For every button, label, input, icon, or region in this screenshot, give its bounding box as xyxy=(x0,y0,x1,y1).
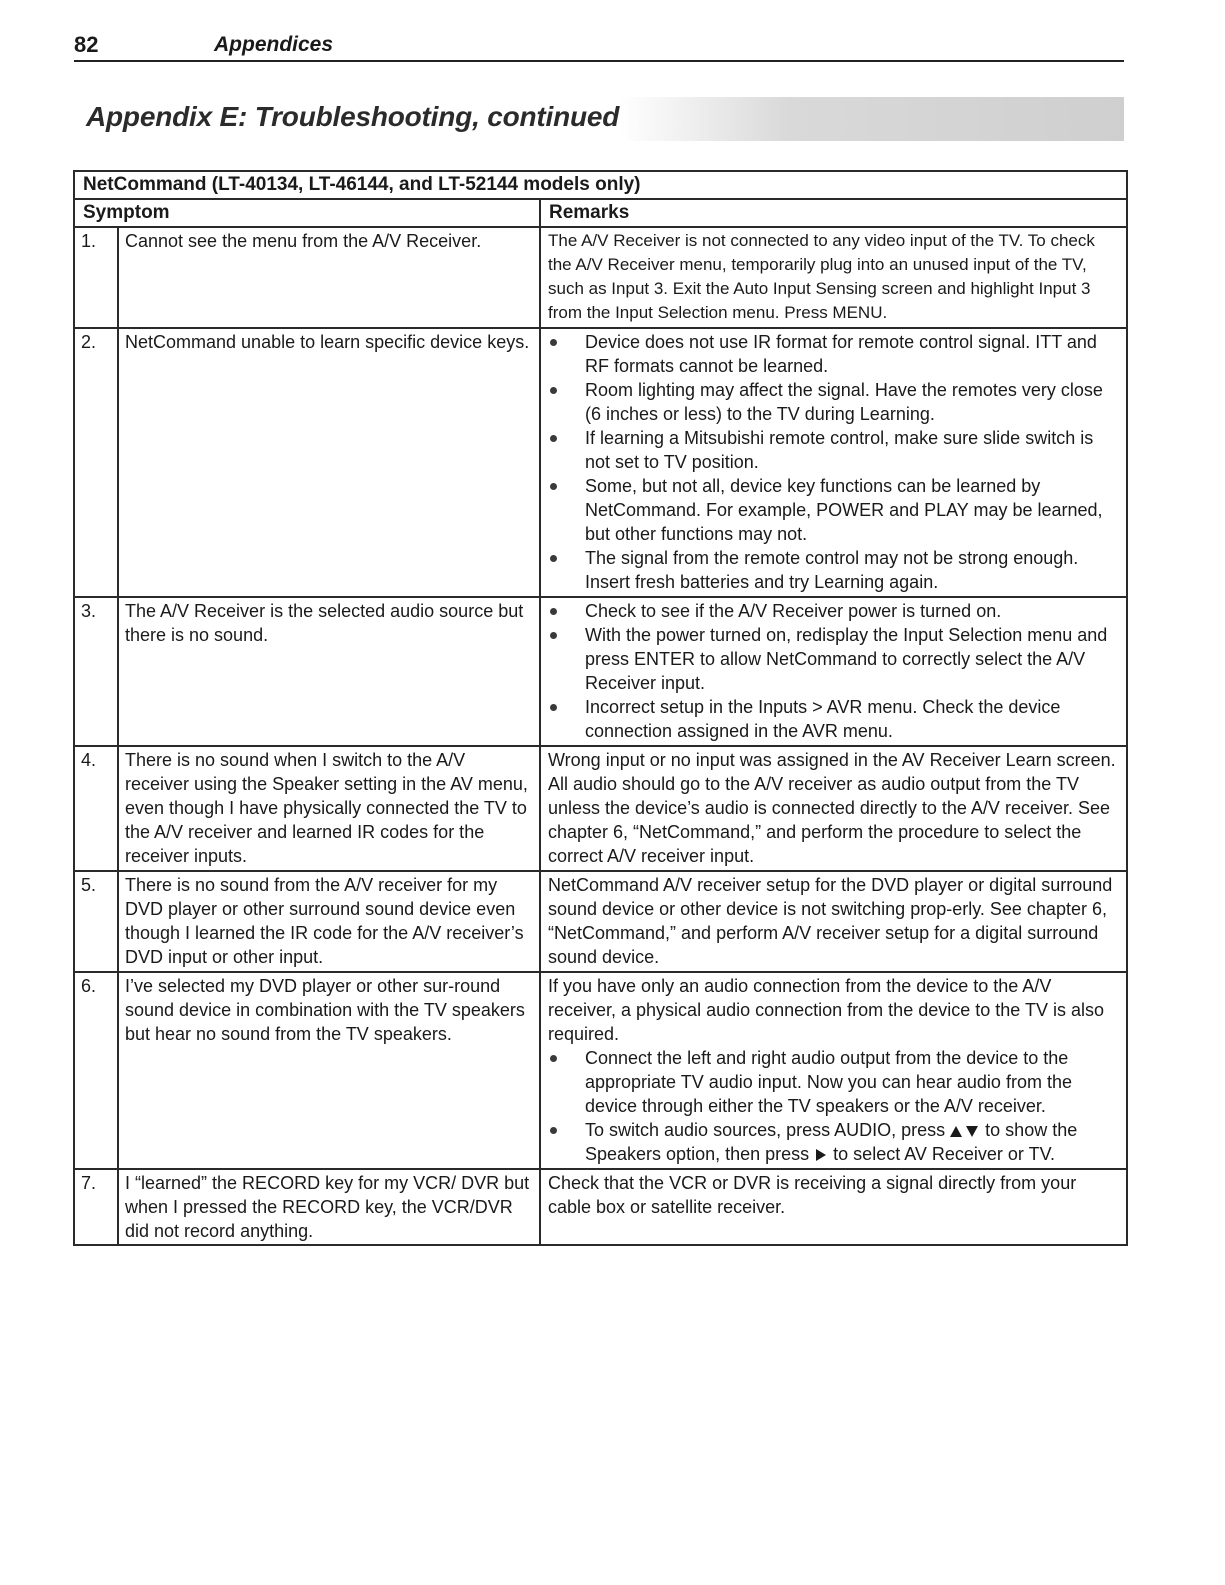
remarks-cell xyxy=(540,972,1127,1169)
list-item xyxy=(548,599,1119,623)
bullet-text: Room lighting may affect the signal. Have the remotes very close (6 inches or less) to the TV during Learning. xyxy=(585,380,1103,424)
troubleshooting-table xyxy=(73,170,1128,1246)
remark-text: The A/V Receiver is not connected to any video input of the TV. To check the A/V Receiver menu, temporarily plug into an unused input of the TV, such as Input 3. Exit the Auto Input Sensing screen and highlight Input 3 from the Input Selection menu. Press MENU. xyxy=(548,231,1095,322)
remarks-cell xyxy=(540,328,1127,597)
table-row xyxy=(74,227,1127,328)
right-arrow-icon xyxy=(816,1149,826,1161)
row-number: 2. xyxy=(74,328,118,597)
symptom-cell: NetCommand unable to learn specific device keys. xyxy=(118,328,540,597)
remark-bullet-list xyxy=(548,330,1119,594)
bullet-icon xyxy=(550,632,557,639)
remarks-cell xyxy=(540,227,1127,328)
page-number: 82 xyxy=(74,32,99,57)
page-header xyxy=(74,30,1124,62)
bullet-icon xyxy=(550,387,557,394)
bullet-text: Device does not use IR format for remote control signal. ITT and RF formats cannot be learned. xyxy=(585,332,1097,376)
appendix-title: Appendix E: Troubleshooting, continued xyxy=(86,101,620,132)
list-item xyxy=(548,474,1119,546)
list-item xyxy=(548,546,1119,594)
list-item xyxy=(548,426,1119,474)
title-band xyxy=(74,97,1124,141)
table-group-row xyxy=(74,171,1127,199)
list-item xyxy=(548,330,1119,378)
table-row xyxy=(74,1169,1127,1245)
bullet-text: The signal from the remote control may not be strong enough. Insert fresh batteries and try Learning again. xyxy=(585,548,1079,592)
row-number: 7. xyxy=(74,1169,118,1245)
bullet-text: With the power turned on, redisplay the Input Selection menu and press ENTER to allow NetCommand to correctly select the A/V Receiver input. xyxy=(585,625,1108,693)
remarks-cell: NetCommand A/V receiver setup for the DVD player or digital surround sound device or other device is not switching prop-erly. See chapter 6, “NetCommand,” and perform A/V receiver setup for a digital surround sound device. xyxy=(540,871,1127,972)
table-row xyxy=(74,597,1127,746)
symptom-cell: The A/V Receiver is the selected audio source but there is no sound. xyxy=(118,597,540,746)
symptom-cell: I “learned” the RECORD key for my VCR/ DVR but when I pressed the RECORD key, the VCR/DVR did not record anything. xyxy=(118,1169,540,1245)
list-item xyxy=(548,623,1119,695)
row-number: 4. xyxy=(74,746,118,871)
list-item xyxy=(548,695,1119,743)
bullet-icon xyxy=(550,555,557,562)
bullet-icon xyxy=(550,1127,557,1134)
list-item xyxy=(548,1118,1119,1166)
bullet-text-part: To switch audio sources, press AUDIO, press xyxy=(585,1120,946,1140)
row-number: 1. xyxy=(74,227,118,328)
remarks-column-header: Remarks xyxy=(540,199,1127,227)
remarks-cell: Check that the VCR or DVR is receiving a signal directly from your cable box or satellite receiver. xyxy=(540,1169,1127,1245)
up-arrow-icon xyxy=(950,1126,962,1137)
table-header-row xyxy=(74,199,1127,227)
table-row xyxy=(74,972,1127,1169)
bullet-icon xyxy=(550,608,557,615)
table-row xyxy=(74,871,1127,972)
remarks-cell: Wrong input or no input was assigned in the AV Receiver Learn screen. All audio should go to the A/V receiver as audio output from the TV unless the device’s audio is connected directly to the A/V receiver. See chapter 6, “NetCommand,” and perform the procedure to select the correct A/V receiver input. xyxy=(540,746,1127,871)
bullet-text: If learning a Mitsubishi remote control, make sure slide switch is not set to TV position. xyxy=(585,428,1094,472)
table-row xyxy=(74,746,1127,871)
bullet-icon xyxy=(550,435,557,442)
list-item xyxy=(548,378,1119,426)
symptom-cell: There is no sound from the A/V receiver for my DVD player or other surround sound device even though I learned the IR code for the A/V receiver’s DVD input or other input. xyxy=(118,871,540,972)
section-name: Appendices xyxy=(214,33,334,56)
row-number: 5. xyxy=(74,871,118,972)
symptom-cell: Cannot see the menu from the A/V Receiver. xyxy=(118,227,540,328)
symptom-cell: There is no sound when I switch to the A/V receiver using the Speaker setting in the AV menu, even though I have physically connected the TV to the A/V receiver and learned IR codes for the receiver inputs. xyxy=(118,746,540,871)
bullet-icon xyxy=(550,483,557,490)
bullet-text-part: to select AV Receiver or TV. xyxy=(833,1144,1055,1164)
list-item xyxy=(548,1046,1119,1118)
table-row xyxy=(74,328,1127,597)
bullet-text: Check to see if the A/V Receiver power is turned on. xyxy=(585,601,1002,621)
symptom-cell: I’ve selected my DVD player or other sur-round sound device in combination with the TV speakers but hear no sound from the TV speakers. xyxy=(118,972,540,1169)
row-number: 3. xyxy=(74,597,118,746)
bullet-text: Some, but not all, device key functions can be learned by NetCommand. For example, POWER and PLAY may be learned, but other functions may not. xyxy=(585,476,1103,544)
remark-bullet-list xyxy=(548,599,1119,743)
remark-bullet-list xyxy=(548,1046,1119,1166)
bullet-text: Connect the left and right audio output from the device to the appropriate TV audio input. Now you can hear audio from the device through either the TV speakers or the A/V receiver. xyxy=(585,1048,1072,1116)
bullet-icon xyxy=(550,1055,557,1062)
bullet-text-part: to show the Speakers option, then press xyxy=(585,1120,1078,1164)
row-number: 6. xyxy=(74,972,118,1169)
bullet-icon xyxy=(550,704,557,711)
remark-text: If you have only an audio connection from the device to the A/V receiver, a physical audio connection from the device to the TV is also required. xyxy=(548,976,1104,1044)
down-arrow-icon xyxy=(966,1126,978,1137)
remarks-cell xyxy=(540,597,1127,746)
bullet-icon xyxy=(550,339,557,346)
bullet-text: Incorrect setup in the Inputs > AVR menu. Check the device connection assigned in the AVR menu. xyxy=(585,697,1061,741)
table-group-title: NetCommand (LT-40134, LT-46144, and LT-52144 models only) xyxy=(74,171,1127,199)
symptom-column-header: Symptom xyxy=(74,199,540,227)
